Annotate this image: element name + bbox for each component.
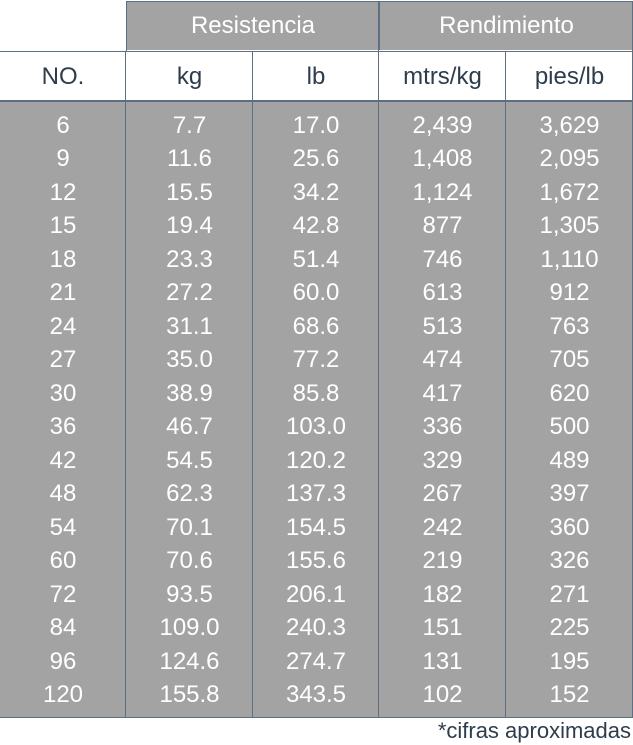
cell-kg: 109.0 (159, 614, 220, 642)
cell-pies-lb: 500 (549, 413, 590, 441)
cell-no: 12 (49, 178, 77, 206)
table-row (0, 612, 633, 646)
cell-no: 6 (56, 111, 70, 139)
cell-lb: 60.0 (292, 279, 340, 307)
cell-pies-lb: 2,095 (539, 145, 600, 173)
cell-mtrs-kg: 151 (422, 614, 463, 642)
cell-kg: 38.9 (166, 379, 213, 407)
cell-mtrs-kg: 877 (422, 212, 463, 240)
cell-no: 30 (49, 379, 77, 407)
cell-lb: 17.0 (292, 111, 340, 139)
column-header-pies-lb: pies/lb (534, 62, 605, 90)
cell-no: 18 (49, 245, 77, 273)
cell-lb: 240.3 (285, 614, 347, 642)
cell-kg: 70.6 (166, 547, 213, 575)
cell-mtrs-kg: 102 (422, 681, 463, 709)
column-divider (252, 51, 253, 718)
column-header-row (0, 51, 633, 102)
cell-lb: 206.1 (285, 580, 347, 608)
cell-pies-lb: 152 (549, 681, 590, 709)
table-row (0, 377, 633, 411)
cell-lb: 25.6 (292, 145, 340, 173)
cell-no: 84 (49, 614, 77, 642)
footnote: *cifras aproximadas (437, 718, 631, 743)
cell-kg: 35.0 (166, 346, 213, 374)
cell-no: 24 (49, 312, 77, 340)
cell-mtrs-kg: 336 (422, 413, 463, 441)
cell-kg: 46.7 (166, 413, 213, 441)
cell-mtrs-kg: 267 (422, 480, 463, 508)
cell-kg: 7.7 (172, 111, 207, 139)
cell-no: 42 (49, 446, 77, 474)
cell-pies-lb: 763 (549, 312, 590, 340)
cell-pies-lb: 326 (549, 547, 590, 575)
cell-mtrs-kg: 613 (422, 279, 463, 307)
cell-lb: 42.8 (292, 212, 340, 240)
cell-lb: 155.6 (285, 547, 347, 575)
cell-lb: 154.5 (285, 513, 347, 541)
cell-kg: 54.5 (166, 446, 213, 474)
column-divider (378, 1, 379, 718)
table-row (0, 444, 633, 478)
cell-pies-lb: 195 (549, 647, 590, 675)
table-row (0, 645, 633, 679)
table-row (0, 143, 633, 177)
cell-lb: 68.6 (292, 312, 340, 340)
cell-pies-lb: 225 (549, 614, 590, 642)
cell-mtrs-kg: 1,408 (412, 145, 473, 173)
column-header-no: NO. (41, 62, 85, 90)
cell-pies-lb: 271 (549, 580, 590, 608)
cell-no: 60 (49, 547, 77, 575)
cell-pies-lb: 397 (549, 480, 590, 508)
column-divider (125, 51, 126, 718)
table-row (0, 578, 633, 612)
cell-lb: 77.2 (292, 346, 340, 374)
group-header-resistencia: Resistencia (126, 1, 379, 50)
cell-mtrs-kg: 219 (422, 547, 463, 575)
cell-no: 27 (49, 346, 77, 374)
cell-mtrs-kg: 2,439 (412, 111, 473, 139)
cell-pies-lb: 489 (549, 446, 590, 474)
table-row (0, 545, 633, 579)
cell-kg: 31.1 (166, 312, 213, 340)
table-body (0, 102, 633, 718)
cell-no: 96 (49, 647, 77, 675)
cell-lb: 274.7 (285, 647, 347, 675)
cell-mtrs-kg: 513 (422, 312, 463, 340)
cell-lb: 103.0 (285, 413, 347, 441)
cell-pies-lb: 1,672 (539, 178, 600, 206)
cell-kg: 93.5 (166, 580, 213, 608)
cell-kg: 27.2 (166, 279, 213, 307)
table-row (0, 511, 633, 545)
table-row (0, 176, 633, 210)
cell-kg: 11.6 (167, 145, 212, 173)
cell-no: 120 (42, 681, 84, 709)
cell-pies-lb: 1,110 (540, 245, 599, 273)
group-header-rendimiento: Rendimiento (379, 1, 633, 50)
cell-lb: 51.4 (292, 245, 340, 273)
column-header-lb: lb (306, 62, 326, 90)
cell-mtrs-kg: 242 (422, 513, 463, 541)
table-row (0, 310, 633, 344)
cell-no: 72 (49, 580, 77, 608)
table-row (0, 478, 633, 512)
cell-pies-lb: 705 (549, 346, 590, 374)
group-header-row (0, 0, 633, 51)
column-header-kg: kg (176, 62, 203, 90)
cell-pies-lb: 3,629 (539, 111, 600, 139)
cell-lb: 343.5 (285, 681, 347, 709)
table-row (0, 411, 633, 445)
table-row (0, 277, 633, 311)
cell-kg: 155.8 (159, 681, 220, 709)
cell-mtrs-kg: 746 (422, 245, 463, 273)
column-divider (126, 1, 127, 51)
cell-lb: 120.2 (285, 446, 347, 474)
column-header-mtrs-kg: mtrs/kg (403, 62, 482, 90)
cell-no: 36 (49, 413, 77, 441)
cell-kg: 23.3 (166, 245, 213, 273)
cell-lb: 34.2 (292, 178, 340, 206)
cell-no: 15 (49, 212, 77, 240)
cell-mtrs-kg: 417 (422, 379, 463, 407)
column-divider (505, 51, 506, 718)
cell-lb: 85.8 (292, 379, 340, 407)
table-row (0, 344, 633, 378)
cell-kg: 70.1 (166, 513, 213, 541)
cell-no: 21 (49, 279, 77, 307)
cell-mtrs-kg: 182 (422, 580, 463, 608)
cell-mtrs-kg: 131 (422, 647, 463, 675)
cell-kg: 19.4 (166, 212, 213, 240)
cell-mtrs-kg: 474 (422, 346, 463, 374)
cell-mtrs-kg: 329 (422, 446, 463, 474)
cell-pies-lb: 912 (549, 279, 590, 307)
cell-mtrs-kg: 1,124 (412, 178, 473, 206)
table-row (0, 109, 633, 143)
table-row (0, 210, 633, 244)
cell-pies-lb: 1,305 (539, 212, 600, 240)
cell-kg: 15.5 (166, 178, 213, 206)
cell-kg: 62.3 (166, 480, 213, 508)
cell-pies-lb: 620 (549, 379, 590, 407)
table-row (0, 243, 633, 277)
cell-kg: 124.6 (159, 647, 220, 675)
cell-no: 48 (49, 480, 77, 508)
cell-no: 9 (56, 145, 70, 173)
cell-lb: 137.3 (285, 480, 347, 508)
cell-no: 54 (49, 513, 77, 541)
cell-pies-lb: 360 (549, 513, 590, 541)
table-row (0, 679, 633, 713)
